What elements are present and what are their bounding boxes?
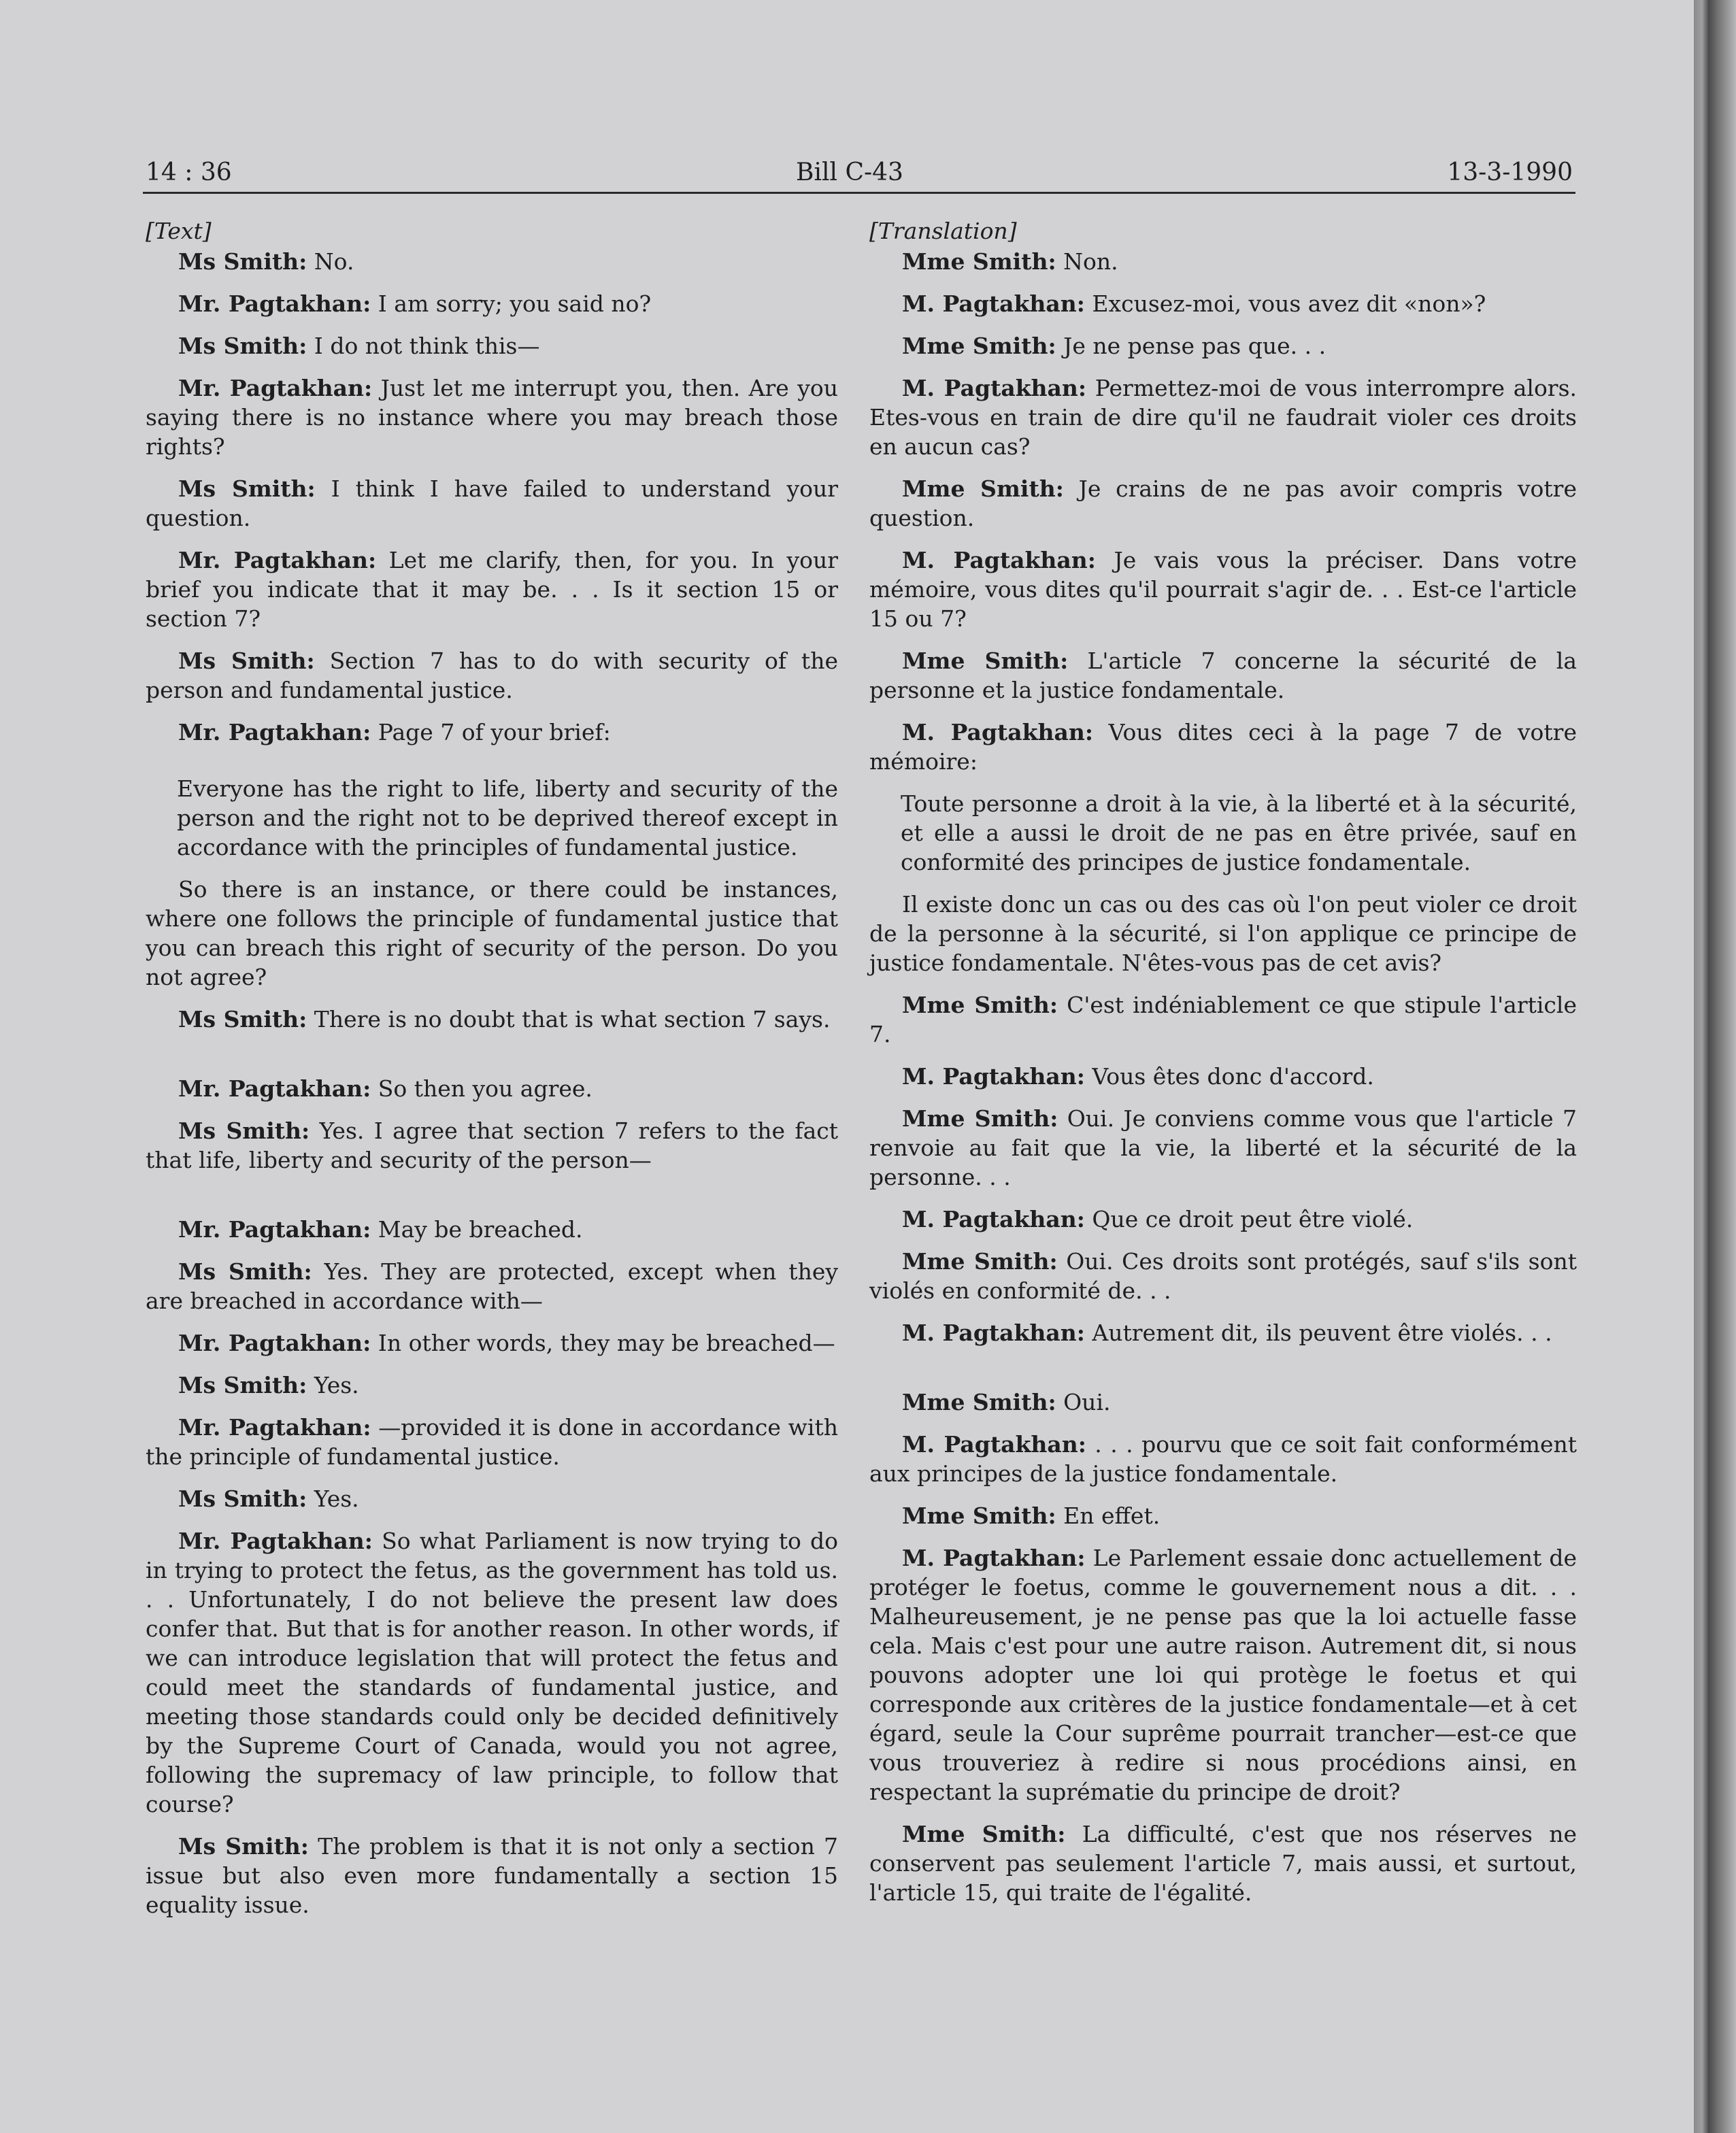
speaker-label: Mme Smith:	[902, 1389, 1056, 1415]
binding-edge	[1694, 0, 1736, 2133]
exchange-paragraph	[146, 1116, 838, 1175]
paragraph-text: May be breached.	[371, 1216, 583, 1243]
paragraph-text: Let me clarify, then, for you. In your brief you indicate that it may be. . . Is it section 15 or section 7?	[146, 547, 838, 632]
exchange-paragraph	[146, 545, 838, 633]
speaker-label: Mme Smith:	[902, 1502, 1056, 1529]
paragraph-text: Permettez-moi de vous interrompre alors. Etes-vous en train de dire qu'il ne faudrait violer ces droits en aucun cas?	[869, 375, 1578, 460]
exchange-paragraph	[146, 1257, 838, 1315]
exchange-paragraph	[869, 1430, 1577, 1488]
block-quote: Toute personne a droit à la vie, à la liberté et à la sécurité, et elle a aussi le droit de ne pas en être privée, sauf en conformité des principes de justice fondamentale.	[901, 790, 1577, 875]
paragraph-text: Yes.	[307, 1485, 359, 1512]
paragraph-text: Que ce droit peut être violé.	[1084, 1206, 1414, 1232]
paragraph-text: L'article 7 concerne la sécurité de la personne et la justice fondamentale.	[869, 648, 1577, 703]
speaker-label: Ms Smith:	[178, 1372, 307, 1398]
exchange-paragraph	[869, 331, 1577, 360]
speaker-label: M. Pagtakhan:	[902, 719, 1094, 745]
speaker-label: Mr. Pagtakhan:	[178, 1075, 371, 1102]
exchange-paragraph	[869, 1819, 1577, 1907]
speaker-label: Ms Smith:	[178, 1006, 307, 1032]
block-quote: Everyone has the right to life, liberty and security of the person and the right not to be deprived thereof except in accordance with the principles of fundamental justice.	[177, 775, 838, 860]
exchange-paragraph	[869, 1062, 1577, 1091]
exchange-paragraph	[146, 875, 838, 992]
paragraph-text: Il existe donc un cas ou des cas où l'on peut violer ce droit de la personne à la sécurité, si l'on applique ce principe de justice fondamentale. N'êtes-vous pas de cet avis?	[869, 891, 1577, 976]
text-marker: [Text]	[146, 218, 212, 244]
paragraph-text: La difficulté, c'est que nos réserves ne conservent pas seulement l'article 7, mais aussi, et surtout, l'article 15, qui traite de l'égalité.	[869, 1821, 1577, 1906]
paragraph-text: Vous êtes donc d'accord.	[1084, 1063, 1374, 1090]
exchange-paragraph	[146, 247, 838, 276]
exchange-paragraph	[146, 1215, 838, 1244]
speaker-label: Ms Smith:	[178, 648, 315, 674]
paragraph-text: So what Parliament is now trying to do in trying to protect the fetus, as the government has told us. . . Unfortunately, I do not believe the present law does confer that. But that is for another reason. In other words, if we can introduce legislation that will protect the fetus and could meet the standards of fundamental justice, and meeting those standards could only be decided definitively by the Supreme Court of Canada, would you not agree, following the supremacy of law principle, to follow that course?	[146, 1528, 838, 1817]
paragraph-text: Je ne pense pas que. . .	[1056, 333, 1326, 359]
speaker-label: Mr. Pagtakhan:	[178, 719, 371, 745]
speaker-label: Mr. Pagtakhan:	[178, 1330, 371, 1356]
speaker-label: M. Pagtakhan:	[902, 290, 1085, 317]
paragraph-text: C'est indéniablement ce que stipule l'article 7.	[869, 992, 1577, 1047]
exchange-paragraph	[146, 331, 838, 360]
exchange-paragraph	[146, 1074, 838, 1103]
paragraph-text: Excusez-moi, vous avez dit «non»?	[1084, 290, 1486, 317]
spacer	[146, 1188, 838, 1215]
page-header	[143, 148, 1575, 194]
exchange-paragraph	[869, 1543, 1577, 1807]
exchange-paragraph	[869, 1388, 1577, 1417]
paragraph-text: In other words, they may be breached—	[371, 1330, 835, 1356]
paragraph-text: Autrement dit, ils peuvent être violés. . .	[1084, 1320, 1552, 1346]
speaker-label: Mme Smith:	[902, 475, 1064, 502]
speaker-label: Mme Smith:	[902, 648, 1069, 674]
document-title: Bill C-43	[796, 158, 903, 186]
exchange-paragraph	[869, 474, 1577, 533]
paragraph-text: Section 7 has to do with security of the person and fundamental justice.	[146, 648, 838, 703]
paragraph-text: I am sorry; you said no?	[371, 290, 652, 317]
exchange-paragraph	[146, 1413, 838, 1471]
exchange-paragraph	[146, 1484, 838, 1513]
exchange-paragraph	[146, 1371, 838, 1400]
speaker-label: Ms Smith:	[178, 475, 316, 502]
speaker-label: Mr. Pagtakhan:	[178, 547, 377, 573]
paragraph-text: . . . pourvu que ce soit fait conformément aux principes de la justice fondamentale.	[869, 1431, 1577, 1487]
page-number: 14 : 36	[146, 158, 232, 186]
exchange-paragraph	[146, 718, 838, 747]
exchange-paragraph	[869, 1318, 1577, 1347]
spacer	[869, 1360, 1577, 1388]
paragraph-text: Oui. Ces droits sont protégés, sauf s'ils sont violés en conformité de. . .	[869, 1248, 1577, 1304]
speaker-label: M. Pagtakhan:	[902, 375, 1087, 401]
exchange-paragraph	[146, 1832, 838, 1919]
speaker-label: M. Pagtakhan:	[902, 1545, 1086, 1571]
paragraph-text: There is no doubt that is what section 7 says.	[307, 1006, 831, 1032]
paragraph-text: Non.	[1056, 248, 1118, 275]
translation-marker: [Translation]	[869, 218, 1017, 244]
paragraph-text: Oui. Je conviens comme vous que l'article 7 renvoie au fait que la vie, la liberté et la sécurité de la personne. . .	[869, 1105, 1577, 1190]
speaker-label: Ms Smith:	[178, 1485, 307, 1512]
speaker-label: Mme Smith:	[902, 248, 1056, 275]
speaker-label: M. Pagtakhan:	[902, 1431, 1086, 1458]
paragraph-text: Yes.	[307, 1372, 359, 1398]
paragraph-text: —provided it is done in accordance with the principle of fundamental justice.	[146, 1414, 839, 1470]
paragraph-text: So there is an instance, or there could be instances, where one follows the principle of fundamental justice that you can breach this right of security of the person. Do you not agree?	[146, 876, 838, 990]
exchange-paragraph	[869, 373, 1577, 461]
speaker-label: Mr. Pagtakhan:	[178, 1414, 371, 1441]
exchange-paragraph	[869, 545, 1577, 633]
speaker-label: Ms Smith:	[178, 1258, 312, 1285]
exchange-paragraph	[146, 1005, 838, 1034]
speaker-label: Mme Smith:	[902, 992, 1058, 1018]
speaker-label: M. Pagtakhan:	[902, 1320, 1085, 1346]
paragraph-text: So then you agree.	[371, 1075, 592, 1102]
speaker-label: Mr. Pagtakhan:	[178, 1528, 373, 1554]
speaker-label: Mr. Pagtakhan:	[178, 290, 371, 317]
speaker-label: Mme Smith:	[902, 1821, 1066, 1847]
speaker-label: M. Pagtakhan:	[902, 1206, 1085, 1232]
exchange-paragraph	[869, 1205, 1577, 1234]
speaker-label: Ms Smith:	[178, 1833, 309, 1860]
exchange-paragraph	[146, 289, 838, 318]
exchange-paragraph	[869, 289, 1577, 318]
spacer	[146, 1047, 838, 1074]
exchange-paragraph	[146, 1328, 838, 1358]
exchange-paragraph	[869, 718, 1577, 776]
header-date: 13-3-1990	[1447, 158, 1573, 186]
speaker-label: Ms Smith:	[178, 248, 307, 275]
exchange-paragraph	[146, 474, 838, 533]
exchange-paragraph	[146, 373, 838, 461]
english-column	[146, 216, 838, 1932]
exchange-paragraph	[869, 890, 1577, 977]
speaker-label: Ms Smith:	[178, 333, 307, 359]
paragraph-text: Page 7 of your brief:	[371, 719, 611, 745]
paragraph-text: Yes. They are protected, except when they are breached in accordance with—	[146, 1258, 838, 1314]
exchange-paragraph	[146, 646, 838, 705]
exchange-paragraph	[869, 1501, 1577, 1530]
french-column	[869, 216, 1577, 1920]
exchange-paragraph	[869, 1104, 1577, 1192]
paragraph-text: I do not think this—	[307, 333, 540, 359]
paragraph-text: Just let me interrupt you, then. Are you saying there is no instance where you may breach those rights?	[146, 375, 838, 460]
speaker-label: M. Pagtakhan:	[902, 1063, 1085, 1090]
paragraph-text: En effet.	[1056, 1502, 1161, 1529]
exchange-paragraph	[869, 990, 1577, 1049]
speaker-label: Mme Smith:	[902, 1248, 1058, 1275]
paragraph-text: Je crains de ne pas avoir compris votre question.	[869, 475, 1577, 531]
paragraph-text: Je vais vous la préciser. Dans votre mémoire, vous dites qu'il pourrait s'agir de. . . Est-ce l'article 15 ou 7?	[869, 547, 1577, 632]
paragraph-text: Vous dites ceci à la page 7 de votre mémoire:	[869, 719, 1577, 775]
speaker-label: Mr. Pagtakhan:	[178, 1216, 371, 1243]
speaker-label: Ms Smith:	[178, 1118, 310, 1144]
exchange-paragraph	[869, 646, 1577, 705]
paragraph-text: Yes. I agree that section 7 refers to the fact that life, liberty and security of the person—	[146, 1118, 838, 1173]
paragraph-text: The problem is that it is not only a section 7 issue but also even more fundamentally a section 15 equality issue.	[146, 1833, 838, 1918]
paragraph-text: I think I have failed to understand your question.	[146, 475, 838, 531]
exchange-paragraph	[869, 247, 1577, 276]
speaker-label: Mme Smith:	[902, 1105, 1058, 1132]
paragraph-text: No.	[307, 248, 354, 275]
paragraph-text: Le Parlement essaie donc actuellement de protéger le foetus, comme le gouvernement nous a dit. . . Malheureusement, je ne pense pas que la loi actuelle fasse cela. Mais c'est pour une autre raison. Autrement dit, si nous pouvons adopter une loi qui protège le foetus et qui corresponde aux critères de la justice fondamentale—et à cet égard, seule la Cour suprême pourrait trancher—est-ce que vous trouveriez à redire si nous procédions ainsi, en respectant la suprématie du principe de droit?	[869, 1545, 1577, 1805]
speaker-label: Mr. Pagtakhan:	[178, 375, 373, 401]
speaker-label: M. Pagtakhan:	[902, 547, 1096, 573]
exchange-paragraph	[869, 1247, 1577, 1305]
paragraph-text: Oui.	[1056, 1389, 1111, 1415]
exchange-paragraph	[146, 1526, 838, 1819]
speaker-label: Mme Smith:	[902, 333, 1056, 359]
